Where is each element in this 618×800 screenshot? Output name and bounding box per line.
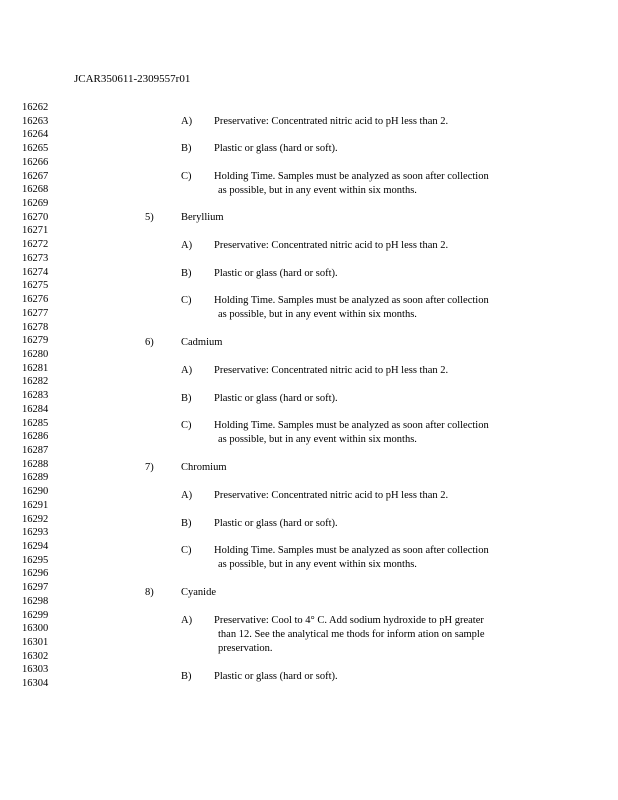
line-number: 16286 <box>22 431 49 443</box>
section-number: 8) <box>145 587 154 598</box>
line-number: 16292 <box>22 513 49 525</box>
line-number: 16304 <box>22 678 49 690</box>
line-number: 16287 <box>22 444 49 456</box>
line-number: 16300 <box>22 623 49 635</box>
line-number: 16285 <box>22 417 49 429</box>
line-number: 16273 <box>22 252 49 264</box>
item-b-text: Plastic or glass (hard or soft). <box>214 143 338 154</box>
line-number: 16272 <box>22 239 49 251</box>
line-number: 16264 <box>22 129 49 141</box>
item-c-label: C) <box>181 171 192 182</box>
item-c-text-line1: Holding Time. Samples must be analyzed as soon after collection <box>214 171 489 182</box>
line-number: 16297 <box>22 582 49 594</box>
item-c-text-line2: as possible, but in any event within six months. <box>218 434 417 445</box>
line-number: 16274 <box>22 266 49 278</box>
item-a-text: Preservative: Concentrated nitric acid to pH less than 2. <box>214 490 449 501</box>
item-a-label: A) <box>181 615 193 626</box>
line-number: 16303 <box>22 664 49 676</box>
line-number: 16302 <box>22 650 49 662</box>
item-b-label: B) <box>181 393 192 404</box>
line-number: 16275 <box>22 280 49 292</box>
line-number: 16263 <box>22 115 49 127</box>
item-a-label: A) <box>181 365 193 376</box>
item-a-text: Preservative: Concentrated nitric acid to pH less than 2. <box>214 240 449 251</box>
section-number: 6) <box>145 337 154 348</box>
item-b-label: B) <box>181 518 192 529</box>
line-number: 16291 <box>22 499 49 511</box>
item-b-label: B) <box>181 143 192 154</box>
line-number: 16276 <box>22 294 49 306</box>
line-number: 16295 <box>22 554 49 566</box>
line-number: 16269 <box>22 198 49 210</box>
section-number: 5) <box>145 212 154 223</box>
item-b-text: Plastic or glass (hard or soft). <box>214 671 338 682</box>
line-number: 16301 <box>22 637 49 649</box>
item-a-text-line1: Preservative: Cool to 4° C. Add sodium hydroxide to pH greater <box>214 615 484 626</box>
line-number: 16282 <box>22 376 49 388</box>
line-number: 16266 <box>22 156 49 168</box>
line-number: 16270 <box>22 211 49 223</box>
item-a-label: A) <box>181 116 193 127</box>
line-number: 16281 <box>22 362 49 374</box>
item-c-text-line1: Holding Time. Samples must be analyzed as soon after collection <box>214 420 489 431</box>
line-number: 16267 <box>22 170 49 182</box>
item-b-text: Plastic or glass (hard or soft). <box>214 393 338 404</box>
document-id-header: JCAR350611-2309557r01 <box>74 73 191 85</box>
item-c-label: C) <box>181 545 192 556</box>
item-a-text-line2: than 12. See the analytical me thods for inform ation on sample <box>218 629 485 640</box>
line-number: 16277 <box>22 307 49 319</box>
line-number: 16289 <box>22 472 49 484</box>
item-c-text-line1: Holding Time. Samples must be analyzed as soon after collection <box>214 295 489 306</box>
section-title: Beryllium <box>181 212 224 223</box>
section-title: Cyanide <box>181 587 216 598</box>
line-number-column <box>22 101 48 691</box>
item-a-text-line3: preservation. <box>218 643 273 654</box>
item-a-text: Preservative: Concentrated nitric acid to pH less than 2. <box>214 116 449 127</box>
line-number: 16268 <box>22 184 49 196</box>
line-number: 16284 <box>22 403 49 415</box>
item-b-label: B) <box>181 671 192 682</box>
line-number: 16283 <box>22 390 49 402</box>
item-b-label: B) <box>181 268 192 279</box>
section-title: Chromium <box>181 462 227 473</box>
line-number: 16265 <box>22 143 49 155</box>
item-c-text-line2: as possible, but in any event within six months. <box>218 559 417 570</box>
line-number: 16262 <box>22 102 49 113</box>
line-number: 16296 <box>22 568 49 580</box>
item-c-label: C) <box>181 420 192 431</box>
line-number: 16288 <box>22 458 49 470</box>
line-number: 16271 <box>22 225 49 237</box>
line-number: 16279 <box>22 335 49 347</box>
item-b-text: Plastic or glass (hard or soft). <box>214 268 338 279</box>
section-title: Cadmium <box>181 337 223 348</box>
section-number: 7) <box>145 462 154 473</box>
line-number: 16298 <box>22 595 49 607</box>
item-c-text-line1: Holding Time. Samples must be analyzed as soon after collection <box>214 545 489 556</box>
line-number: 16280 <box>22 348 49 360</box>
item-c-text-line2: as possible, but in any event within six months. <box>218 185 417 196</box>
line-number: 16278 <box>22 321 49 333</box>
line-number: 16294 <box>22 541 49 552</box>
line-number: 16299 <box>22 609 49 621</box>
line-number: 16293 <box>22 527 49 539</box>
item-b-text: Plastic or glass (hard or soft). <box>214 518 338 529</box>
item-a-label: A) <box>181 490 193 501</box>
item-c-label: C) <box>181 295 192 306</box>
item-c-text-line2: as possible, but in any event within six months. <box>218 309 417 320</box>
line-number: 16290 <box>22 486 49 498</box>
item-a-text: Preservative: Concentrated nitric acid to pH less than 2. <box>214 365 449 376</box>
item-a-label: A) <box>181 240 193 251</box>
